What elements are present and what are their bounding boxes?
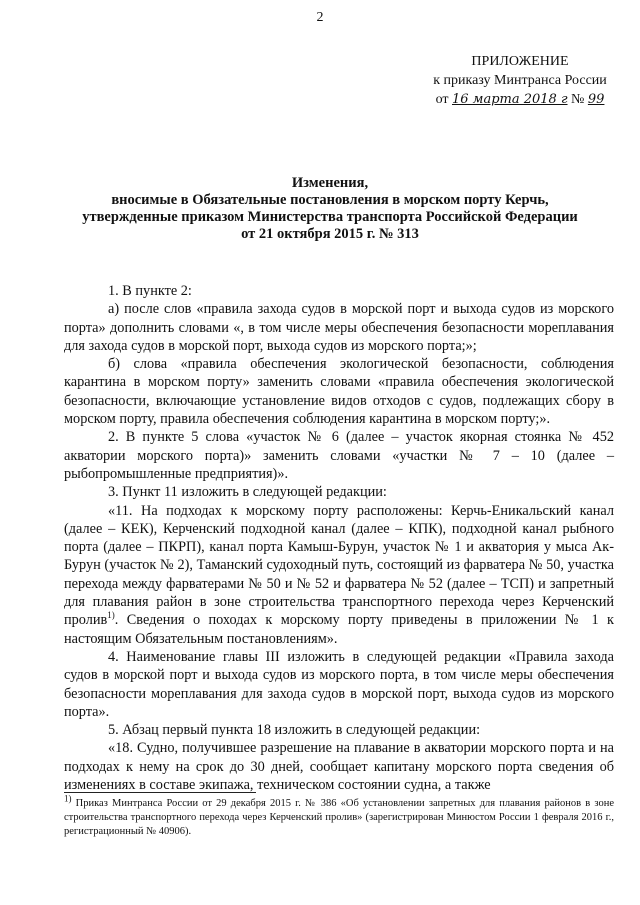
date-prefix: от [435, 92, 449, 107]
title-line-4: от 21 октября 2015 г. № 313 [241, 226, 419, 242]
paragraph-11-text: «11. На подходах к морскому порту расположены: Керчь-Еникальский канал (далее – КЕК), Керченский подходной канал (далее – КПК), подходной канал рыбного порта (далее – ПКРП), канал порта Камыш-Бурун, участок № 1 и акватория у мыса Ак-Бурун (участок № 2), Таманский судоходный путь, состоящий из фарватера № 50, участка перехода между фарватерами № 50 и № 52 и фарватера № 52 (далее – ТСП) и запретный для плавания район в зоне строительства транспортного перехода через Керченский пролив [64, 502, 614, 629]
appendix-date-line [410, 90, 630, 109]
handwritten-date: 16 марта 2018 г [452, 92, 568, 107]
footnote-text: Приказ Минтранса России от 29 декабря 2015 г. № 386 «Об установлении запретных для плавания районов в зоне строительства транспортного перехода через Керченский пролив» (зарегистрирован Минюстом России 1 февраля 2016 г., регистрационный № 40906). [64, 798, 614, 837]
page-number: 2 [316, 10, 324, 25]
footnote-marker: 1) [107, 610, 115, 621]
document-body [64, 282, 614, 794]
appendix-order-ref: к приказу Минтранса России [433, 73, 607, 88]
title-line-2: вносимые в Обязательные постановления в морском порту Керчь, [111, 192, 549, 208]
handwritten-number: 99 [587, 92, 605, 107]
number-prefix: № [571, 92, 585, 107]
title-line-3: утвержденные приказом Министерства транспорта Российской Федерации [82, 209, 578, 225]
footnote [64, 793, 614, 839]
paragraph: «18. Судно, получившее разрешение на плавание в акватории морского порта и на подходах к нему на срок до 30 дней, сообщает капитану морского порта сведения об изменениях в составе экипажа, техническом состоянии судна, а также [64, 740, 614, 794]
appendix-block [410, 52, 630, 109]
footnote-mark: 1) [64, 793, 72, 804]
paragraph: а) после слов «правила захода судов в морской порт и выхода судов из морского порта» дополнить словами «, в том числе меры обеспечения безопасности мореплавания для захода судов в морской порт, выхода судов из морского порта;»; [64, 301, 614, 354]
paragraph-11 [64, 502, 614, 648]
footnote-divider [64, 792, 256, 793]
paragraph: 2. В пункте 5 слова «участок № 6 (далее – участок якорная стоянка № 452 акватории морского порта)» заменить словами «участки № 7 – 10 (далее – рыбопромышленные предприятия)». [64, 429, 614, 482]
title-line-1: Изменения, [291, 175, 369, 191]
paragraph: 5. Абзац первый пункта 18 изложить в следующей редакции: [108, 722, 481, 739]
paragraph: б) слова «правила обеспечения экологической безопасности, соблюдения карантина в морском порту» заменить словами «правила обеспечения экологической безопасности, включающие установление видов отходов с судов, подлежащих сбору в морском порту, правила обеспечения соблюдения карантина в морском порту;». [64, 356, 614, 428]
paragraph: 4. Наименование главы III изложить в следующей редакции «Правила захода судов в морской порт и выхода судов из морского порта, в том числе меры обеспечения безопасности мореплавания для захода судов в морской порт, выхода судов из морского порта». [64, 648, 614, 720]
paragraph-11-tail: . Сведения о походах к морскому порту приведены в приложении № 1 к настоящим Обязательным постановлениям». [64, 612, 614, 647]
document-title [60, 175, 600, 243]
paragraph: 1. В пункте 2: [108, 283, 192, 299]
appendix-heading: ПРИЛОЖЕНИЕ [471, 54, 569, 69]
paragraph: 3. Пункт 11 изложить в следующей редакции: [108, 484, 387, 501]
